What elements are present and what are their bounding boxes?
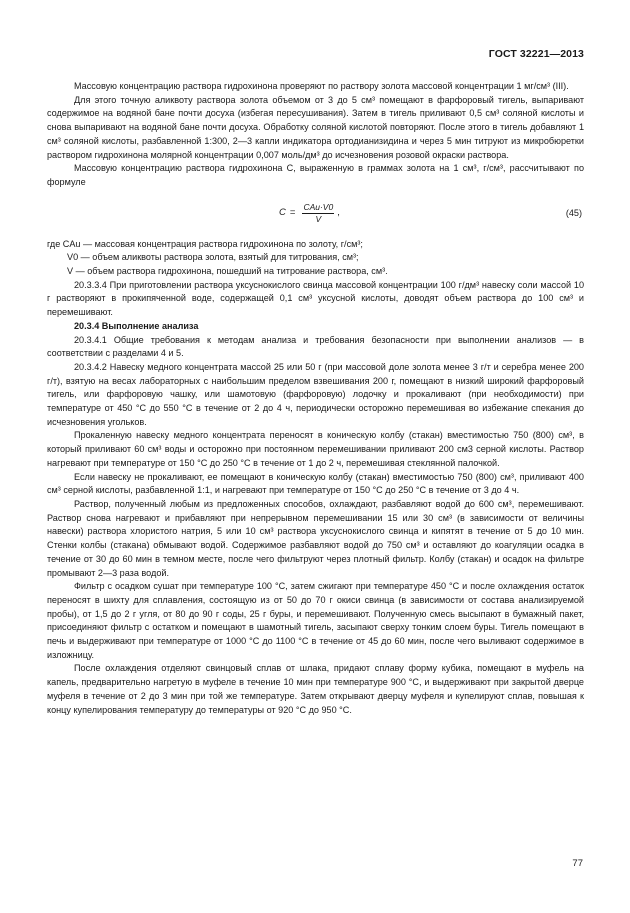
paragraph: Массовую концентрацию раствора гидрохинона проверяют по раствору золота массовой концентрации 1 мг/см³ (III).: [74, 81, 569, 91]
page-body: [47, 80, 584, 717]
equation-number: (45): [565, 207, 582, 218]
formula-lhs: C: [279, 207, 286, 219]
formula-expression: [279, 202, 340, 225]
formula-45: [47, 202, 584, 228]
formula-fraction: [302, 202, 334, 225]
where-line: где CAu — массовая концентрация раствора гидрохинона по золоту, г/см³;: [47, 238, 363, 249]
paragraph: Прокаленную навеску медного концентрата переносят в коническую колбу (стакан) вместимостью 750 (800) см³, в который приливают 60 см³ воды и осторожно при постоянном перемешивании приливают 200 см3 серной кислоты. Раствор нагревают при температуре от 150 °С до 250 °С в течение от 1 до 2 ч, перемешивая стеклянной палочкой.: [47, 430, 584, 468]
paragraph: Раствор, полученный любым из предложенных способов, охлаждают, разбавляют водой до 600 см³, перемешивают. Раствор снова нагревают и прибавляют при непрерывном перемешивании 15 или 30 см³ (в зависимости от величины навески) раствора хлористого натрия, 5 или 10 см³ раствора уксуснокислого свинца и кипятят в течение от 5 до 10 мин. Стенки колбы (стакана) обмывают водой. Содержимое разбавляют водой до 750 см³ и оставляют до коагуляции осадка в течение от 30 до 60 мин в темном месте, после чего фильтруют через плотный фильтр. Колбу (стакан) и осадок на фильтре промывают 2—3 раза водой.: [47, 498, 584, 578]
formula-equals: =: [289, 207, 296, 219]
formula-numerator: CAu·V0: [303, 201, 334, 212]
paragraph: Массовую концентрацию раствора гидрохинона C, выраженную в граммах золота на 1 см³, г/см³, рассчитывают по формуле: [47, 163, 584, 187]
standard-header: ГОСТ 32221—2013: [488, 48, 584, 60]
formula-tail: ,: [337, 207, 340, 219]
formula-denominator: V: [315, 213, 322, 224]
page-number: 77: [572, 858, 583, 869]
section-heading: 20.3.4 Выполнение анализа: [74, 320, 199, 331]
paragraph: Фильтр с осадком сушат при температуре 100 °С, затем сжигают при температуре 450 °С и после охлаждения остаток переносят в шихту для сплавления, состоящую из от 50 до 70 г окиси свинца (в зависимости от состава анализируемой пробы), от 1,5 до 2 г угля, от 80 до 90 г соды, 25 г буры, и перемешивают. Полученную смесь высыпают в бумажный пакет, присоединяют фильтр с остатком и помещают в шамотный тигель, засыпают сверху тонким слоем буры. Тигель помещают в печь и выдерживают при температуре от 1000 °С до 1100 °С в течение от 45 до 60 мин, после чего выливают содержимое в изложницу.: [47, 581, 584, 660]
paragraph: После охлаждения отделяют свинцовый сплав от шлака, придают сплаву форму кубика, помещают в муфель на капель, предварительно нагретую в муфеле в течение 10 мин при температуре 900 °С, и выдерживают при закрытой дверце муфеля в течение от 2 до 3 мин при той же температуре. Затем открывают дверцу муфеля и купелируют сплав, повышая к концу купелирования температуру до температуры от 920 °С до 950 °С.: [47, 663, 584, 715]
paragraph: 20.3.4.2 Навеску медного концентрата массой 25 или 50 г (при массовой доле золота менее 3 г/т и серебра менее 200 г/т), взятую на весах лабораторных с наибольшим пределом взвешивания 200 г, помещают в низкий широкий фарфоровый тигель, или фарфоровую чашку, или шамотовую (фарфоровую) лодочку и прокаливают (при необходимости) при температуре от 450 °С до 550 °С в течение от 2 до 4 ч, периодически осторожно перемешивая во избежание спекания до исчезновения угольков.: [47, 361, 584, 427]
where-line: V0 — объем аликвоты раствора золота, взятый для титрования, см³;: [67, 252, 359, 263]
paragraph: 20.3.3.4 При приготовлении раствора уксуснокислого свинца массовой концентрации 100 г/дм³ навеску соли массой 10 г растворяют в прокипяченной воде, содержащей 0,1 см³ уксусной кислоты, доводят объем раствора до 100 см³ и перемешивают.: [47, 279, 584, 318]
paragraph: Если навеску не прокаливают, ее помещают в коническую колбу (стакан) вместимостью 750 (800) см³, приливают 400 см³ серной кислоты, разбавленной 1:1, и нагревают при температуре от 150 °С до 250 °С в течение от 3 до 4 ч.: [47, 471, 584, 496]
paragraph: Для этого точную аликвоту раствора золота объемом от 3 до 5 см³ помещают в фарфоровый тигель, выпаривают содержимое на водяной бане почти досуха (избегая пересушивания). Затем в тигель приливают 0,5 см³ соляной кислоты и снова выпаривают на водяной бане почти досуха. Обработку соляной кислотой повторяют. После этого в тигель добавляют 1 см³ соляной кислоты, разбавленной 1:300, 2—3 капли индикатора ортодианизидина и через 5 мин титруют из микробюретки раствором гидрохинона молярной концентрации 0,007 моль/дм³ до исчезновения розовой окраски раствора.: [47, 94, 584, 160]
paragraph: 20.3.4.1 Общие требования к методам анализа и требования безопасности при выполнении анализов — в соответствии с разделами 4 и 5.: [47, 334, 584, 359]
where-line: V — объем раствора гидрохинона, пошедший на титрование раствора, см³.: [67, 266, 388, 277]
